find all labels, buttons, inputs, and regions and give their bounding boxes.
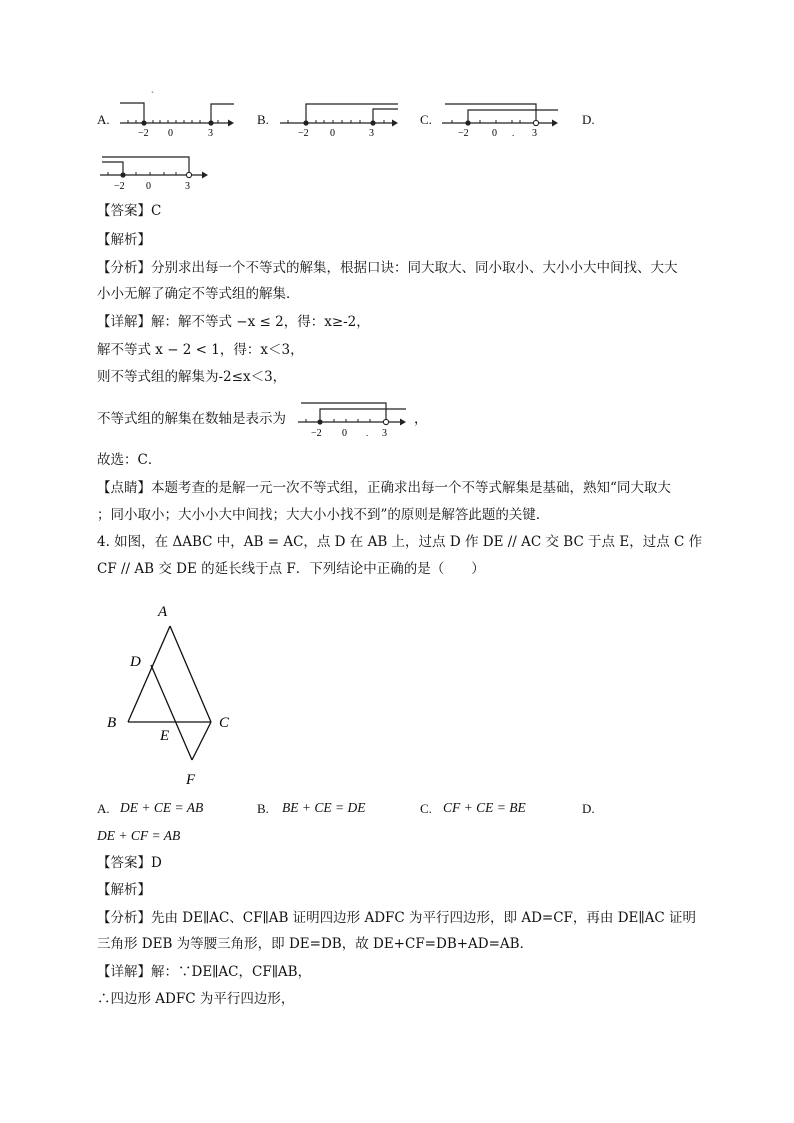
tick-label: 0 <box>492 128 497 139</box>
svg-text:.: . <box>512 128 515 138</box>
option-a-number-line <box>118 90 234 142</box>
tick-label: −2 <box>458 128 469 139</box>
tick-label: 0 <box>146 181 151 192</box>
option-b-letter: B. <box>257 112 269 127</box>
tick-label: 3 <box>382 428 387 439</box>
option-d-letter: D. <box>582 112 595 127</box>
segment-ac <box>170 626 211 722</box>
q3-detail-line-4-end: ， <box>414 411 428 427</box>
q3-analysis-line-1: 【分析】分别求出每一个不等式的解集，根据口诀：同大取大、同小取小、大小小大中间找、大大 <box>97 260 678 276</box>
q4-option-c-text: CF + CE = BE <box>443 800 526 815</box>
q3-remark-line-2: ；同小取小；大小小大中间找；大大小小找不到”的原则是解答此题的关键． <box>97 507 550 523</box>
q3-remark-line-1: 【点睛】本题考查的是解一元一次不等式组，正确求出每一个不等式解集是基础，熟知“同大取大 <box>97 480 671 496</box>
q4-option-a-letter: A. <box>97 801 110 816</box>
tick-label: 3 <box>532 128 537 139</box>
q3-conclusion: 故选：C． <box>97 452 162 468</box>
point-d-label: D <box>130 654 141 670</box>
q3-detail-line-3: 则不等式组的解集为-2≤x＜3， <box>97 369 287 385</box>
segment-df <box>151 665 192 760</box>
option-a-letter: A. <box>97 112 110 127</box>
option-d-number-line <box>98 152 210 194</box>
q3-solution-number-line <box>296 397 408 441</box>
q3-analysis-line-2: 小小无解了确定不等式组的解集． <box>97 286 300 302</box>
q4-option-d-text: DE + CF = AB <box>97 828 181 843</box>
tick-label: 3 <box>185 181 190 192</box>
option-c-letter: C. <box>420 112 432 127</box>
q3-detail-line-4: 不等式组的解集在数轴是表示为 <box>97 411 286 427</box>
q4-jiexi-heading: 【解析】 <box>97 882 151 898</box>
point-e-label: E <box>160 728 170 744</box>
q4-stem-line-2: CF // AB 交 DE 的延长线于点 F．下列结论中正确的是（ ） <box>97 561 485 577</box>
tick-label: 0 <box>168 128 173 139</box>
svg-text:`: ` <box>151 90 154 100</box>
q3-detail-line-2: 解不等式 x − 2 < 1，得：x＜3， <box>97 342 304 358</box>
tick-label: −2 <box>298 128 309 139</box>
q4-answer: 【答案】D <box>97 855 162 871</box>
point-a-label: A <box>158 604 168 620</box>
option-c-number-line <box>440 98 560 142</box>
q4-option-b-letter: B. <box>257 801 269 816</box>
tick-label: 0 <box>342 428 347 439</box>
q4-stem-line-1: 4. 如图，在 ΔABC 中，AB = AC，点 D 在 AB 上，过点 D 作 DE // AC 交 BC 于点 E，过点 C 作 <box>97 534 703 550</box>
tick-label: −2 <box>114 181 125 192</box>
tick-label: −2 <box>138 128 149 139</box>
q4-option-b-text: BE + CE = DE <box>282 800 366 815</box>
point-c-label: C <box>219 715 230 731</box>
q3-detail-line-1: 【详解】解：解不等式 −x ≤ 2，得：x≥-2， <box>97 314 370 330</box>
option-b-number-line <box>278 98 400 142</box>
segment-cf <box>192 722 211 760</box>
point-f-label: F <box>186 772 196 788</box>
q4-analysis-line-1: 【分析】先由 DE∥AC、CF∥AB 证明四边形 ADFC 为平行四边形，即 AD=CF，再由 DE∥AC 证明 <box>97 910 696 926</box>
point-b-label: B <box>107 715 117 731</box>
tick-label: 0 <box>330 128 335 139</box>
q3-jiexi-heading: 【解析】 <box>97 232 151 248</box>
q4-analysis-line-2: 三角形 DEB 为等腰三角形，即 DE=DB，故 DE+CF=DB+AD=AB． <box>97 936 534 952</box>
tick-label: −2 <box>311 428 322 439</box>
q4-detail-line-2: ∴四边形 ADFC 为平行四边形， <box>97 991 295 1007</box>
q4-detail-line-1: 【详解】解：∵DE∥AC，CF∥AB， <box>97 964 312 980</box>
q4-option-d-letter: D. <box>582 801 595 816</box>
q4-geometry-figure <box>100 598 250 792</box>
q4-option-c-letter: C. <box>420 801 432 816</box>
svg-text:.: . <box>366 428 369 438</box>
q4-option-a-text: DE + CE = AB <box>120 800 204 815</box>
q3-answer: 【答案】C <box>97 203 162 219</box>
tick-label: 3 <box>208 128 213 139</box>
segment-ab <box>128 626 170 722</box>
tick-label: 3 <box>369 128 374 139</box>
